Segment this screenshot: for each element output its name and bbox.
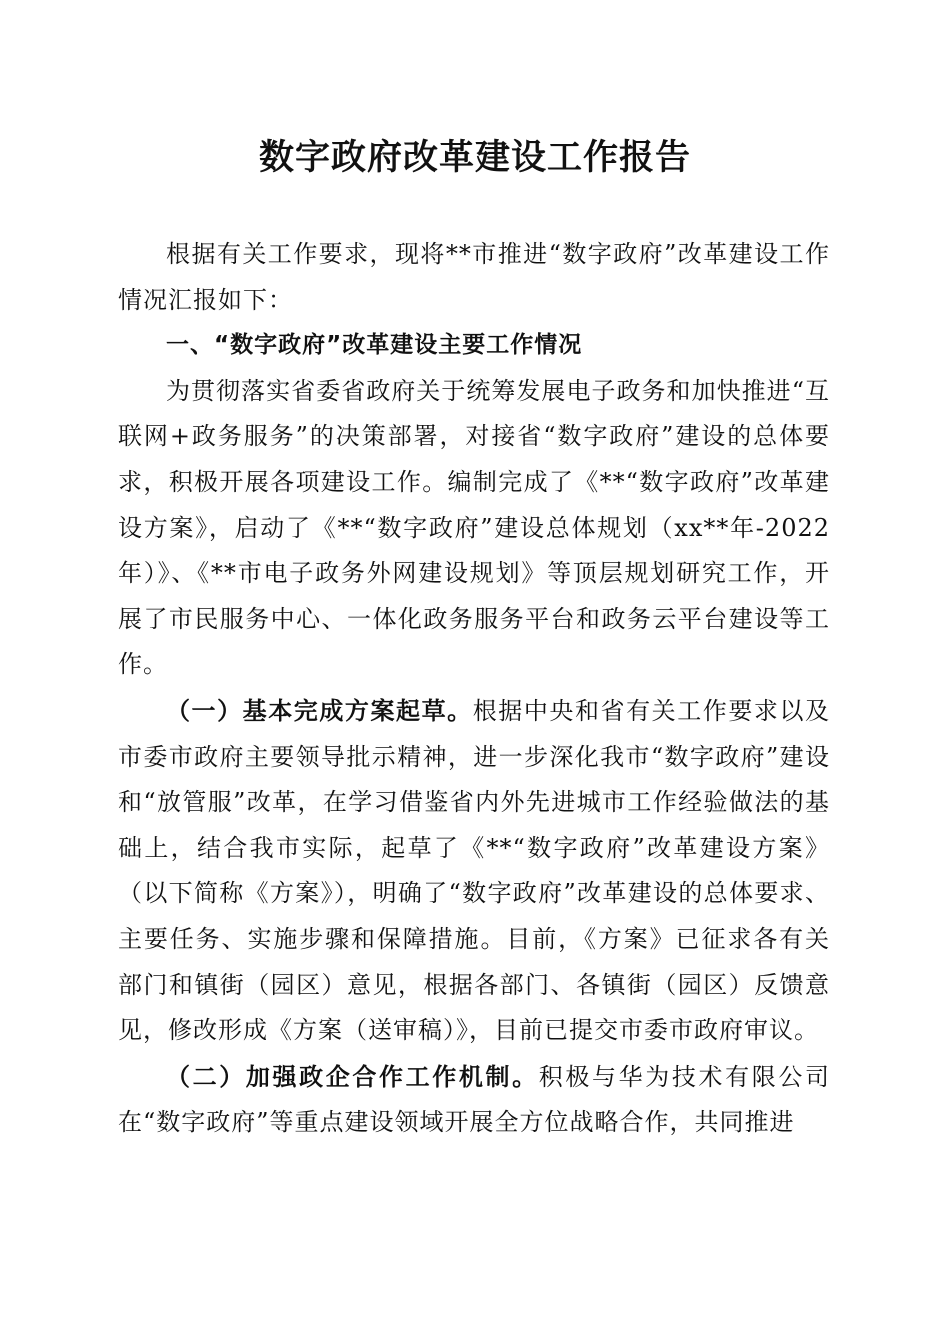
item-two-text: 积极与华为技术有限公司在“数字政府”等重点建设领域开展全方位战略合作，共同推进 bbox=[118, 1062, 830, 1137]
item-one-lead: （一）基本完成方案起草。 bbox=[166, 695, 473, 725]
item-two-paragraph bbox=[118, 1054, 830, 1146]
item-one-text: 根据中央和省有关工作要求以及市委市政府主要领导批示精神，进一步深化我市“数字政府”建设和“放管服”改革，在学习借鉴省内外先进城市工作经验做法的基础上，结合我市实际，起草了《**“数字政府”改革建设方案》（以下简称《方案》），明确了“数字政府”改革建设的总体要求、主要任务、实施步骤和保障措施。目前，《方案》已征求各有关部门和镇街（园区）意见，根据各部门、各镇街（园区）反馈意见，修改形成《方案（送审稿）》，目前已提交市委市政府审议。 bbox=[118, 696, 831, 1045]
intro-paragraph: 根据有关工作要求，现将**市推进“数字政府”改革建设工作情况汇报如下： bbox=[118, 240, 830, 314]
item-one-paragraph bbox=[118, 688, 830, 1054]
document-title: 数字政府改革建设工作报告 bbox=[258, 137, 691, 178]
section-paragraph: 为贯彻落实省委省政府关于统筹发展电子政务和加快推进“互联网+政务服务”的决策部署，对接省“数字政府”建设的总体要求，积极开展各项建设工作。编制完成了《**“数字政府”改革建设方案》，启动了《**“数字政府”建设总体规划（xx**年-2022年）》、《**市电子政务外网建设规划》等顶层规划研究工作，开展了市民服务中心、一体化政务服务平台和政务云平台建设等工作。 bbox=[118, 376, 830, 679]
item-two-lead: （二）加强政企合作工作机制。 bbox=[166, 1061, 539, 1091]
section-heading: 一、“数字政府”改革建设主要工作情况 bbox=[166, 332, 583, 359]
document-body bbox=[118, 232, 830, 1146]
